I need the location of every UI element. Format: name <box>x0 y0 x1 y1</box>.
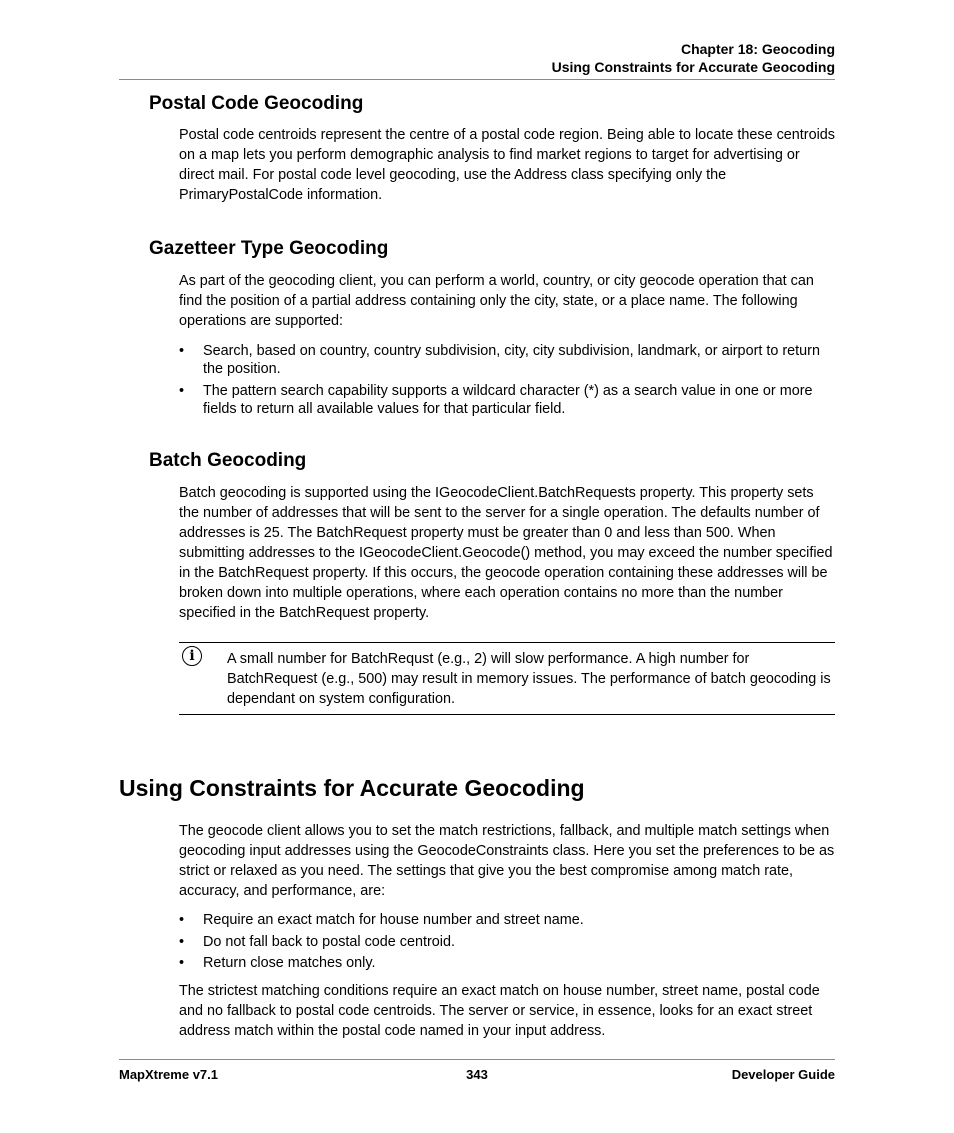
constraints-bullet-list <box>179 911 835 972</box>
running-header <box>119 40 835 76</box>
list-item: • Require an exact match for house number and street name. <box>179 911 835 929</box>
header-section: Using Constraints for Accurate Geocoding <box>551 59 835 75</box>
batch-paragraph: Batch geocoding is supported using the IGeocodeClient.BatchRequests property. This property sets the number of addresses that will be sent to the server for a single operation. The defaults number of addresses is 25. The BatchRequest property must be greater than 0 and less than 500. When submitting addresses to the IGeocodeClient.Geocode() method, you may exceed the number specified in the BatchRequest property. If this occurs, the geocode operation containing these addresses will be broken down into multiple operations, where each operation contains no more than the number specified in the BatchRequest property. <box>179 485 833 621</box>
footer-product: MapXtreme v7.1 <box>119 1067 218 1082</box>
note-top-rule <box>179 642 835 643</box>
note-bottom-rule <box>179 714 835 715</box>
list-item: • Search, based on country, country subdivision, city, city subdivision, landmark, or airport to return the position. <box>179 342 835 378</box>
gazetteer-bullet-list <box>179 342 835 418</box>
header-chapter: Chapter 18: Geocoding <box>680 41 835 57</box>
constraints-heading: Using Constraints for Accurate Geocoding <box>119 775 585 801</box>
constraints-paragraph: The geocode client allows you to set the match restrictions, fallback, and multiple match settings when geocoding input addresses using the GeocodeConstraints class. Here you set the preferences to be as strict or relaxed as you need. The settings that give you the best compromise among match rate, accuracy, and performance, are: <box>179 823 835 899</box>
list-item: • Return close matches only. <box>179 954 835 972</box>
gazetteer-heading: Gazetteer Type Geocoding <box>149 238 389 259</box>
footer-page-number: 343 <box>466 1067 488 1082</box>
header-rule <box>119 79 835 80</box>
postal-paragraph: Postal code centroids represent the centre of a postal code region. Being able to locate these centroids on a map lets you perform demographic analysis to find market regions to target for advertising or direct mail. For postal code level geocoding, use the Address class specifying only the PrimaryPostalCode information. <box>179 127 835 203</box>
list-item: • Do not fall back to postal code centroid. <box>179 933 835 951</box>
footer-rule <box>119 1059 835 1060</box>
info-icon: i <box>182 646 202 666</box>
postal-heading: Postal Code Geocoding <box>149 93 364 114</box>
footer-guide: Developer Guide <box>731 1067 835 1082</box>
batch-note: A small number for BatchRequst (e.g., 2) will slow performance. A high number for BatchRequest (e.g., 500) may result in memory issues. The performance of batch geocoding is dependant on system configuration. <box>227 651 831 707</box>
gazetteer-paragraph: As part of the geocoding client, you can perform a world, country, or city geocode operation that can find the position of a partial address containing only the city, state, or a place name. The following operations are supported: <box>179 273 814 329</box>
list-item: • The pattern search capability supports a wildcard character (*) as a search value in one or more fields to return all available values for that particular field. <box>179 382 835 418</box>
constraints-paragraph-2: The strictest matching conditions require an exact match on house number, street name, postal code and no fallback to postal code centroids. The server or service, in essence, looks for an exact street address match within the postal code named in your input address. <box>179 983 820 1039</box>
batch-heading: Batch Geocoding <box>149 450 307 471</box>
